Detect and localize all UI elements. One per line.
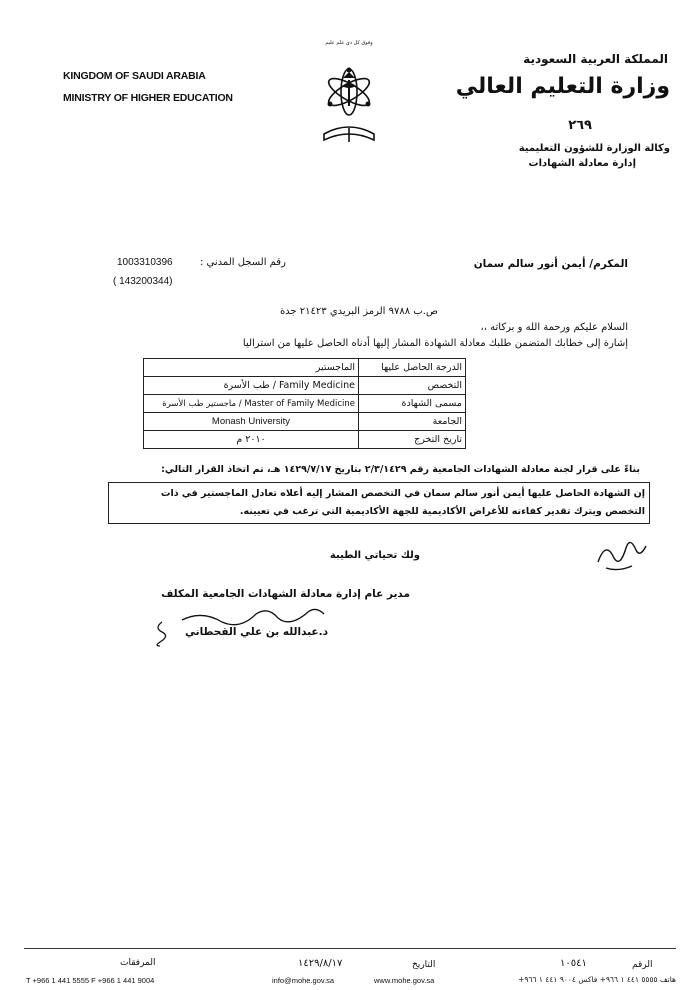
footer-date-label: التاريخ <box>412 960 436 970</box>
table-row <box>144 377 466 395</box>
signatory-name: د.عبدالله بن علي القحطاني <box>185 626 328 638</box>
certificate-title-value: Master of Family Medicine / ماجستير طب الأسرة <box>144 395 359 413</box>
table-row <box>144 395 466 413</box>
specialization-label: التخصص <box>359 377 466 395</box>
handwritten-initials <box>592 530 652 574</box>
footer-phone-en: T +966 1 441 5555 F +966 1 441 9004 <box>26 976 155 985</box>
equivalency-department: إدارة معادلة الشهادات <box>528 158 636 169</box>
footer-divider <box>24 948 676 949</box>
university-value: Monash University <box>144 413 359 431</box>
footer-number-label: الرقم <box>632 960 653 970</box>
intro-paragraph: إشارة إلى خطابك المتضمن طلبك معادلة الشهادة المشار إليها أدناه الحاصل عليها من استراليا <box>242 338 628 349</box>
civil-record-label: رقم السجل المدني : <box>200 257 286 268</box>
kingdom-name-ar: المملكة العربية السعودية <box>523 52 668 66</box>
certificate-title-label: مسمى الشهادة <box>359 395 466 413</box>
decision-line-2: التخصص ويترك تقدير كفاءته للأغراض الأكاديمية للجهة الأكاديمية التي ترغب في تعيينه. <box>239 506 645 517</box>
reference-number: ٢٦٩ <box>568 118 592 133</box>
signatory-title: مدير عام إدارة معادلة الشهادات الجامعية المكلف <box>161 588 410 600</box>
graduation-date-label: تاريخ التخرج <box>359 431 466 449</box>
footer-email: info@mohe.gov.sa <box>272 976 335 985</box>
emblem-icon <box>318 50 380 158</box>
certificate-details-table <box>143 358 466 449</box>
attachments-label: المرفقات <box>120 958 156 968</box>
university-label: الجامعة <box>359 413 466 431</box>
deputy-ministry: وكالة الوزارة للشؤون التعليمية <box>518 143 670 154</box>
civil-record-number: 1003310396 <box>117 257 173 268</box>
ministry-name-en: MINISTRY OF HIGHER EDUCATION <box>63 92 233 104</box>
decision-line-1: إن الشهادة الحاصل عليها أيمن أنور سالم سمان في التخصص المشار إليه أعلاه تعادل الماجستير في ذات <box>160 488 645 499</box>
emblem-caption: وفوق كل ذي علم عليم <box>325 40 373 46</box>
table-row <box>144 359 466 377</box>
civil-record-number-secondary: ( 143200344) <box>113 276 173 287</box>
degree-label: الدرجة الحاصل عليها <box>359 359 466 377</box>
closing-regards: ولك تحياتي الطيبة <box>329 550 420 561</box>
footer-website: www.mohe.gov.sa <box>374 976 435 985</box>
greeting: السلام عليكم ورحمة الله و بركاته ،، <box>480 322 628 333</box>
ministry-name-ar: وزارة التعليم العالي <box>455 74 670 99</box>
footer-date-value: ١٤٢٩/٨/١٧ <box>298 958 343 969</box>
ministry-emblem <box>318 40 380 158</box>
decision-box <box>108 482 650 524</box>
recipient-salutation: المكرم/ أيمن أنور سالم سمان <box>473 258 628 270</box>
footer-phone-ar: هاتف ٥٥٥٥ ٤٤١ ١ ٩٦٦+ فاكس ٩٠٠٤ ٤٤١ ١ ٩٦٦+ <box>518 975 676 984</box>
kingdom-name-en: KINGDOM OF SAUDI ARABIA <box>63 70 206 82</box>
graduation-date-value: ٢٠١٠ م <box>144 431 359 449</box>
table-row <box>144 431 466 449</box>
recipient-address: ص.ب ٩٧٨٨ الرمز البريدي ٢١٤٢٣ جدة <box>279 306 438 317</box>
specialization-value: Family Medicine / طب الأسرة <box>144 377 359 395</box>
signature-mark <box>150 618 172 648</box>
decision-intro: بناءً على قرار لجنة معادلة الشهادات الجامعية رقم ٢/٣/١٤٢٩ بتاريخ ١٤٢٩/٧/١٧ هـ، تم اتخاذ القرار التالي: <box>161 464 640 475</box>
table-row <box>144 413 466 431</box>
footer-number-value: ١٠٥٤١ <box>560 958 587 969</box>
degree-value: الماجستير <box>144 359 359 377</box>
